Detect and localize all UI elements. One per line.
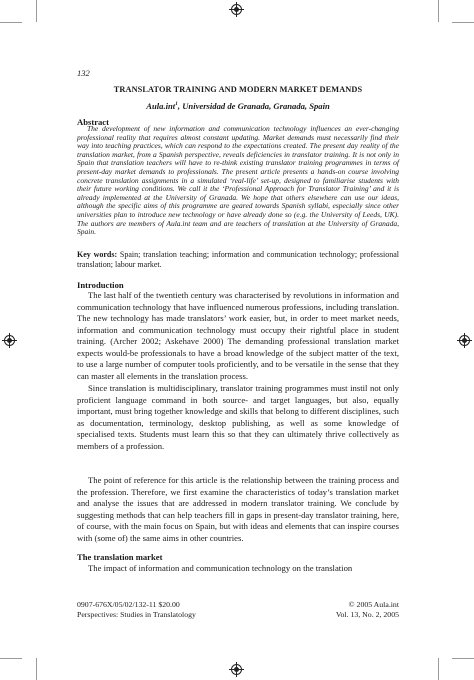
keywords-label: Key words:: [77, 250, 118, 259]
abstract-heading: Abstract: [77, 117, 109, 127]
author-footnote-mark: 1: [175, 101, 178, 108]
introduction-heading: Introduction: [77, 280, 124, 290]
crop-mark: [438, 658, 439, 680]
author-name: Aula.int: [146, 101, 176, 111]
footer-row: [77, 610, 399, 620]
crop-mark: [0, 22, 22, 23]
registration-mark-icon: [4, 335, 15, 346]
registration-mark-icon: [231, 4, 242, 15]
footer-copyright: © 2005 Aula.int: [348, 600, 399, 609]
footer-row: [77, 600, 399, 610]
crop-mark: [438, 0, 439, 22]
footer-volume: Vol. 13, No. 2, 2005: [335, 610, 399, 619]
page-number: 132: [77, 68, 90, 78]
market-paragraph: The impact of information and communication technology on the translation: [88, 563, 353, 573]
introduction-paragraph: The last half of the twentieth century was characterised by revolutions in information and communication technology that have influenced numerous professions, including translation. The new technology has made translators’ work easier, but, in order to meet market needs, information and communication technology must occupy their rightful place in student training. (Archer 2002; Askehave 2000) The demanding professional translation market expects would-be professionals to have a broad knowledge of the subject matter of the text, to use a large number of computer tools proficiently, and to be versatile in the sense that they can master all elements in the translation process.: [77, 290, 399, 381]
crop-mark: [452, 22, 474, 23]
abstract-text: The development of new information and communication technology influences an ever-changing professional reality that requires almost constant updating. Market demands must necessarily find their way into teaching practices, which can respond to the expectations created. The present day reality of the translation market, from a Spanish perspective, reveals deficiencies in translator training. It is not only in Spain that translation teachers will have to re-think existing translator training programmes in terms of present-day market demands to professionals. The present article presents a hands-on course involving concrete translation assignments in a simulated ‘real-life’ set-up, designed to familiarise students with their future working conditions. We call it the ‘Professional Approach for Translator Training’ and it is already implemented at the University of Granada. We hope that others elsewhere can use our ideas, although the specific aims of this programme are geared towards Spanish syllabi, especially since other universities plan to introduce new technology or have already done so (e.g. the University of Leeds, UK). The authors are members of Aula.int team and are teachers of translation at the University of Granada, Spain.: [77, 124, 399, 237]
introduction-paragraph: Since translation is multidisciplinary, translator training programmes must instil not only proficient language command in both source- and target languages, but also, equally important, must bring together knowledge and skills that belong to different disciplines, such as documentation, terminology, desktop publishing, as well as some knowledge of specialised texts. Students must learn this so that they can ultimately thrive collectively as members of a profession.: [77, 383, 399, 451]
footer-journal: Perspectives: Studies in Translatology: [77, 610, 196, 619]
author-line: [77, 101, 399, 111]
registration-mark-icon: [231, 664, 242, 675]
crop-mark: [0, 658, 22, 659]
author-affiliation: , Universidad de Granada, Granada, Spain: [177, 101, 330, 111]
footer-issn: 0907-676X/05/02/132-11 $20.00: [77, 600, 180, 609]
crop-mark: [452, 658, 474, 659]
crop-mark: [36, 0, 37, 22]
keywords: [77, 250, 399, 270]
introduction-paragraph: The point of reference for this article is the relationship between the training process and the profession. Therefore, we first examine the characteristics of today’s translation market and analyse the issues that are addressed in modern translator training. We conclude by suggesting methods that can help teachers fill in gaps in present-day translator training, here, of course, with the main focus on Spain, but with ideas and elements that can inspire courses with (some of) the same aims in other countries.: [77, 475, 399, 543]
market-heading: The translation market: [77, 552, 163, 562]
crop-mark: [36, 658, 37, 680]
registration-mark-icon: [459, 335, 470, 346]
article-title: TRANSLATOR TRAINING AND MODERN MARKET DEMANDS: [113, 85, 363, 94]
keywords-text: Spain; translation teaching; information and communication technology; professional translation; labour market.: [77, 250, 399, 269]
